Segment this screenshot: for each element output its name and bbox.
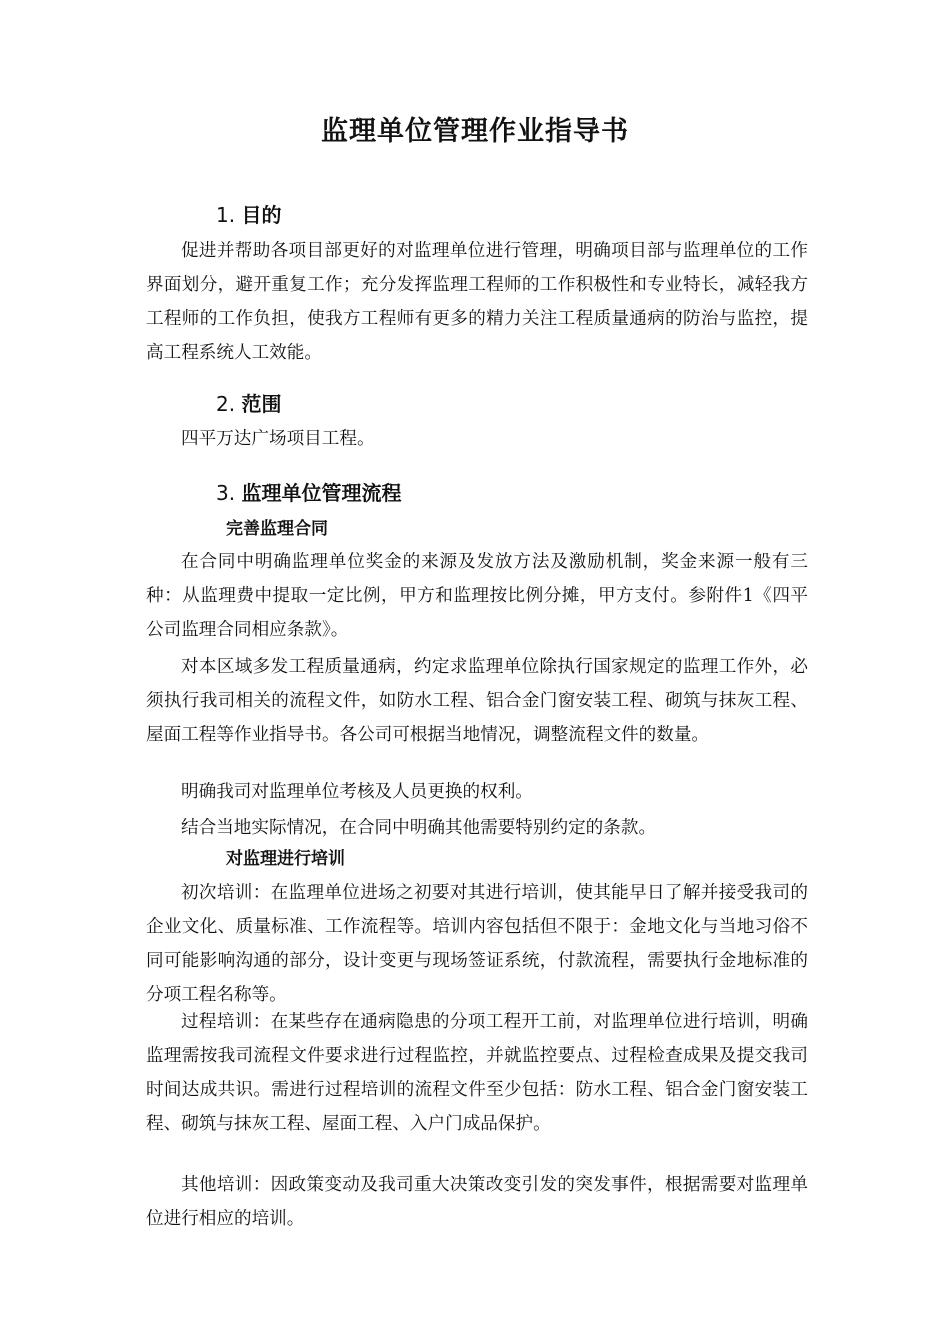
paragraph: 四平万达广场项目工程。 [181, 429, 375, 449]
paragraph: 在合同中明确监理单位奖金的来源及发放方法及激励机制，奖金来源一般有三种：从监理费中提取一定比例，甲方和监理按比例分摊，甲方支付。参附件1《四平公司监理合同相应条款》。 [146, 552, 808, 640]
section-number: 3. [216, 481, 236, 505]
section-heading-process [216, 479, 401, 507]
paragraph: 结合当地实际情况，在合同中明确其他需要特别约定的条款。 [181, 818, 657, 838]
section-heading-scope [216, 390, 281, 418]
paragraph: 促进并帮助各项目部更好的对监理单位进行管理，明确项目部与监理单位的工作界面划分，避开重复工作；充分发挥监理工程师的工作积极性和专业特长，减轻我方工程师的工作负担，使我方工程师有更多的精力关注工程质量通病的防治与监控，提高工程系统人工效能。 [146, 241, 808, 363]
paragraph: 过程培训：在某些存在通病隐患的分项工程开工前，对监理单位进行培训，明确监理需按我司流程文件要求进行过程监控，并就监控要点、过程检查成果及提交我司时间达成共识。需进行过程培训的流程文件至少包括：防水工程、铝合金门窗安装工程、砌筑与抹灰工程、屋面工程、入户门成品保护。 [146, 1012, 808, 1134]
section-number: 2. [216, 392, 236, 416]
paragraph: 其他培训：因政策变动及我司重大决策改变引发的突发事件，根据需要对监理单位进行相应的培训。 [146, 1175, 808, 1229]
section-title: 范围 [241, 392, 282, 416]
section-heading-purpose [216, 201, 281, 229]
paragraph: 明确我司对监理单位考核及人员更换的权利。 [181, 782, 533, 802]
section-title: 监理单位管理流程 [241, 481, 402, 505]
document-title: 监理单位管理作业指导书 [321, 116, 629, 147]
section-title: 目的 [241, 203, 282, 227]
subsection-heading-training: 对监理进行培训 [226, 849, 345, 869]
paragraph: 对本区域多发工程质量通病，约定求监理单位除执行国家规定的监理工作外，必须执行我司相关的流程文件，如防水工程、铝合金门窗安装工程、砌筑与抹灰工程、屋面工程等作业指导书。各公司可根据当地情况，调整流程文件的数量。 [146, 657, 808, 745]
section-number: 1. [216, 203, 236, 227]
paragraph: 初次培训：在监理单位进场之初要对其进行培训，使其能早日了解并接受我司的企业文化、质量标准、工作流程等。培训内容包括但不限于：金地文化与当地习俗不同可能影响沟通的部分，设计变更与现场签证系统，付款流程，需要执行金地标准的分项工程名称等。 [146, 883, 808, 1005]
subsection-heading-contract: 完善监理合同 [226, 519, 328, 539]
